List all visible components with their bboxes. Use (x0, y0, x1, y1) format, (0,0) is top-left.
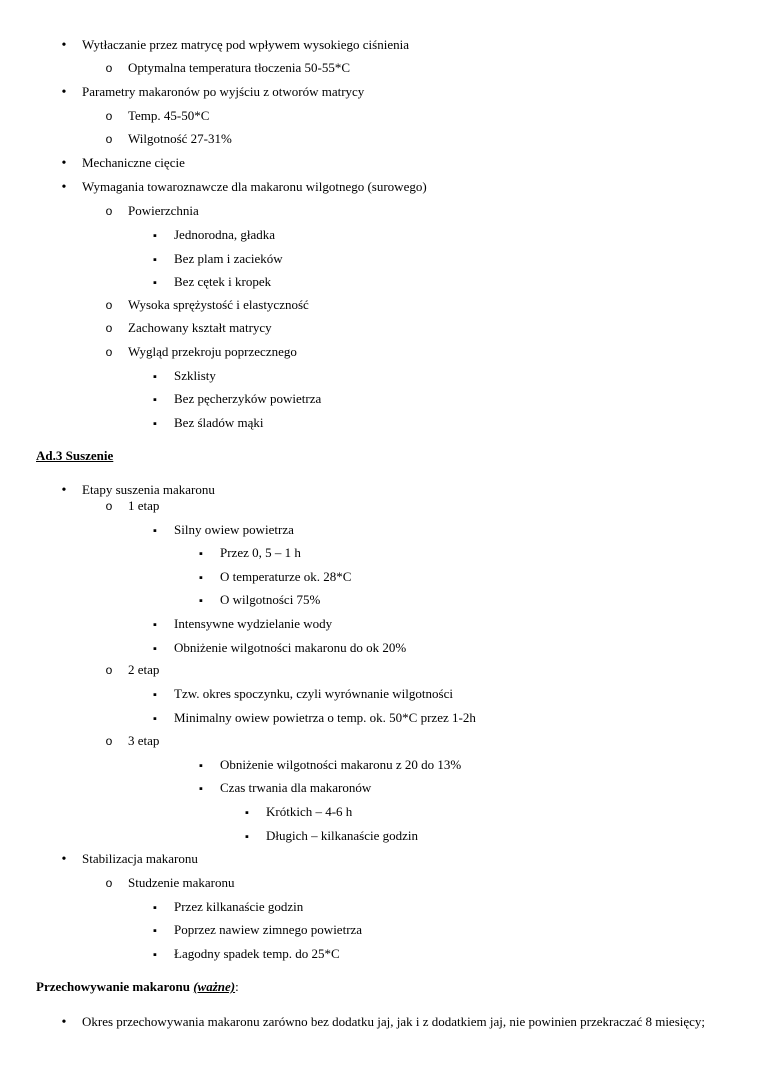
bullet-square (149, 640, 161, 656)
list-item: Jednorodna, gładka (174, 227, 276, 242)
bullet-circle (103, 733, 115, 749)
list-item: Obniżenie wilgotności makaronu z 20 do 13% (220, 757, 462, 772)
bullet-disc (58, 179, 70, 195)
list-item: Wytłaczanie przez matrycę pod wpływem wysokiego ciśnienia (82, 37, 409, 52)
list-item: O temperaturze ok. 28*C (220, 569, 352, 584)
list-item: Długich – kilkanaście godzin (266, 828, 418, 843)
bullet-square (195, 569, 207, 585)
list-item: Wymagania towaroznawcze dla makaronu wilgotnego (surowego) (82, 179, 427, 194)
bullet-circle (103, 875, 115, 891)
bullet-square (195, 757, 207, 773)
list-item: 2 etap (128, 662, 160, 677)
storage-heading (36, 979, 239, 995)
list-item: Poprzez nawiew zimnego powietrza (174, 922, 363, 937)
bullet-circle (103, 320, 115, 336)
bullet-square (149, 946, 161, 962)
list-item: Szklisty (174, 368, 216, 383)
list-item: Parametry makaronów po wyjściu z otworów matrycy (82, 84, 365, 99)
list-item: Zachowany kształt matrycy (128, 320, 272, 335)
bullet-disc (58, 84, 70, 100)
bullet-square (149, 391, 161, 407)
list-item: Przez kilkanaście godzin (174, 899, 304, 914)
list-item: Wilgotność 27-31% (128, 131, 232, 146)
list-item: Tzw. okres spoczynku, czyli wyrównanie wilgotności (174, 686, 453, 701)
list-item: Optymalna temperatura tłoczenia 50-55*C (128, 60, 351, 75)
list-item: Łagodny spadek temp. do 25*C (174, 946, 340, 961)
list-item: Wygląd przekroju poprzecznego (128, 344, 297, 359)
bullet-circle (103, 203, 115, 219)
list-item: Obniżenie wilgotności makaronu do ok 20% (174, 640, 407, 655)
bullet-circle (103, 498, 115, 514)
list-item: Stabilizacja makaronu (82, 851, 198, 866)
list-item: Przez 0, 5 – 1 h (220, 545, 301, 560)
list-item: Okres przechowywania makaronu zarówno bez dodatku jaj, jak i z dodatkiem jaj, nie powinien przekraczać 8 miesięcy; (82, 1014, 706, 1029)
list-item: Czas trwania dla makaronów (220, 780, 372, 795)
bullet-square (149, 415, 161, 431)
bullet-disc (58, 482, 70, 498)
bullet-circle (103, 662, 115, 678)
list-item: Krótkich – 4-6 h (266, 804, 353, 819)
storage-heading-text: Przechowywanie makaronu (36, 979, 190, 994)
list-item: Minimalny owiew powietrza o temp. ok. 50*C przez 1-2h (174, 710, 476, 725)
bullet-square (149, 922, 161, 938)
bullet-square (195, 780, 207, 796)
list-item: Studzenie makaronu (128, 875, 235, 890)
bullet-disc (58, 37, 70, 53)
bullet-circle (103, 108, 115, 124)
list-item: Bez pęcherzyków powietrza (174, 391, 322, 406)
bullet-circle (103, 344, 115, 360)
bullet-square (149, 710, 161, 726)
list-item: 1 etap (128, 498, 160, 513)
bullet-square (241, 828, 253, 844)
bullet-square (149, 899, 161, 915)
list-item: Bez śladów mąki (174, 415, 264, 430)
bullet-square (149, 616, 161, 632)
bullet-square (195, 592, 207, 608)
storage-heading-colon: : (235, 979, 239, 994)
bullet-disc (58, 155, 70, 171)
bullet-square (149, 686, 161, 702)
list-item: Powierzchnia (128, 203, 199, 218)
bullet-square (195, 545, 207, 561)
bullet-square (149, 522, 161, 538)
bullet-disc (58, 851, 70, 867)
bullet-square (149, 227, 161, 243)
bullet-square (149, 251, 161, 267)
storage-heading-emphasis: (ważne) (193, 979, 236, 994)
bullet-disc (58, 1014, 70, 1030)
list-item: Bez plam i zacieków (174, 251, 283, 266)
list-item: Wysoka sprężystość i elastyczność (128, 297, 309, 312)
list-item: Bez cętek i kropek (174, 274, 272, 289)
bullet-square (241, 804, 253, 820)
section-heading: Ad.3 Suszenie (36, 448, 114, 463)
list-item: Temp. 45-50*C (128, 108, 210, 123)
list-item: Intensywne wydzielanie wody (174, 616, 333, 631)
bullet-square (149, 274, 161, 290)
bullet-circle (103, 60, 115, 76)
bullet-circle (103, 131, 115, 147)
list-item: O wilgotności 75% (220, 592, 321, 607)
list-item: Etapy suszenia makaronu (82, 482, 215, 497)
list-item: 3 etap (128, 733, 160, 748)
list-item: Mechaniczne cięcie (82, 155, 185, 170)
bullet-square (149, 368, 161, 384)
bullet-circle (103, 297, 115, 313)
list-item: Silny owiew powietrza (174, 522, 294, 537)
